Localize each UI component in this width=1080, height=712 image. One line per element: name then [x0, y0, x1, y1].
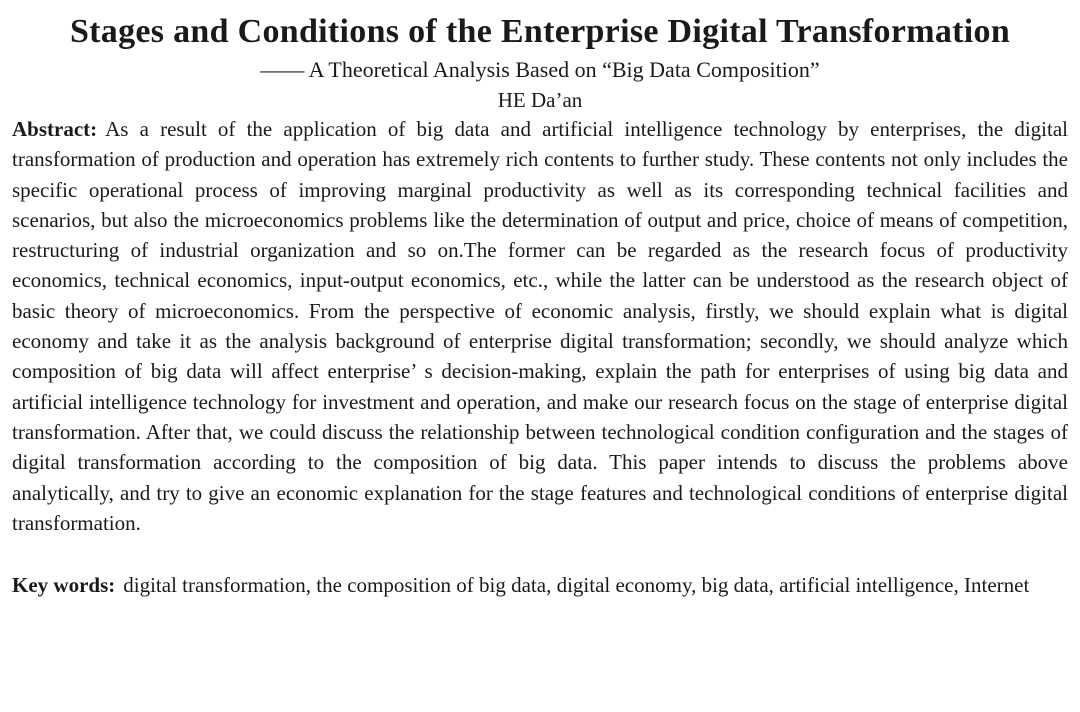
keywords-section — [12, 570, 1068, 600]
paper-title: Stages and Conditions of the Enterprise Digital Transformation — [69, 13, 1011, 50]
abstract-label: Abstract: — [12, 117, 98, 141]
keywords-text: digital transformation, the composition of big data, digital economy, big data, artificial intelligence, Internet — [123, 573, 1030, 598]
paper-author: HE Da’an — [497, 88, 583, 112]
abstract-section — [12, 114, 1068, 538]
paper-subtitle: —— A Theoretical Analysis Based on “Big Data Composition” — [260, 57, 820, 82]
keywords-label: Key words: — [12, 573, 116, 598]
abstract-text: As a result of the application of big data and artificial intelligence technology by enterprises, the digital transformation of production and operation has extremely rich contents to further study. These contents not only includes the specific operational process of improving marginal productivity as well as its corresponding technical facilities and scenarios, but also the microeconomics problems like the determination of output and price, choice of means of competition, restructuring of industrial organization and so on.The former can be regarded as the research focus of productivity economics, technical economics, input-output economics, etc., while the latter can be understood as the research object of basic theory of microeconomics. From the perspective of economic analysis, firstly, we should explain what is digital economy and take it as the analysis background of enterprise digital transformation; secondly, we should analyze which composition of big data will affect enterprise’ s decision-making, explain the path for enterprises of using big data and artificial intelligence technology for investment and operation, and make our research focus on the stage of enterprise digital transformation. After that, we could discuss the relationship between technological condition configuration and the stages of digital transformation according to the composition of big data. This paper intends to discuss the problems above analytically, and try to give an economic explanation for the stage features and technological conditions of enterprise digital transformation. — [12, 117, 1068, 535]
